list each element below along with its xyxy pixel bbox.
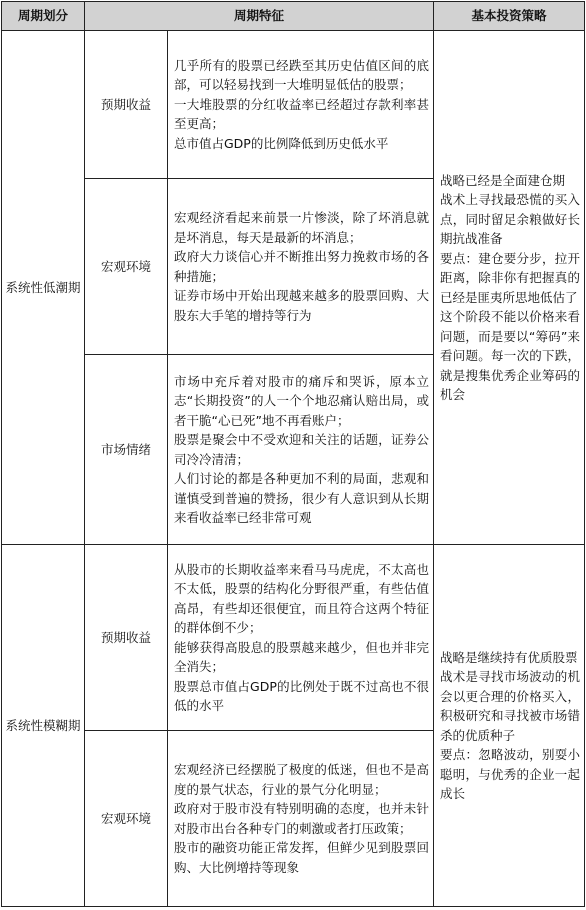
feature-line: 股市的融资功能正常发挥，但鲜少见到股票回购、大比例增持等现象 <box>174 840 430 875</box>
sub-category-cell: 预期收益 <box>85 31 168 179</box>
feature-line: 能够获得高股息的股票越来越少，但也并非完全消失； <box>174 639 430 674</box>
strategy-line: 要点：建仓要分步，拉开距离，除非你有把握真的已经是匪夷所思地低估了 <box>440 250 581 305</box>
sub-category-cell: 宏观环境 <box>85 731 168 907</box>
feature-line: 证券市场中开始出现越来越多的股票回购、大股东大手笔的增持等行为 <box>174 288 430 323</box>
feature-line: 人们讨论的都是各种更加不利的局面，悲观和谨慎受到普遍的赞扬，很少有人意识到从长期来看收益率已经非常可观 <box>174 471 430 525</box>
feature-line: 几乎所有的股票已经跌至其历史估值区间的底部，可以轻易找到一大堆明显低估的股票； <box>174 57 430 93</box>
feature-cell <box>168 31 434 179</box>
sub-category-cell: 市场情绪 <box>85 355 168 545</box>
feature-line: 股票是聚会中不受欢迎和关注的话题，证券公司冷冷清清； <box>174 432 430 467</box>
strategy-line: 这个阶段不能以价格来看问题，而是要以“筹码”来看问题。每一次的下跌，就是搜集优秀企业筹码的机会 <box>440 309 581 402</box>
feature-line: 政府大力谈信心并不断推出努力挽救市场的各种措施； <box>174 249 430 284</box>
feature-cell <box>168 545 434 731</box>
period-cell: 系统性模糊期 <box>2 545 85 907</box>
feature-cell <box>168 355 434 545</box>
sub-category-cell: 宏观环境 <box>85 179 168 355</box>
strategy-line: 战略已经是全面建仓期 <box>440 172 566 188</box>
feature-cell <box>168 179 434 355</box>
feature-line: 政府对于股市没有特别明确的态度，也并未针对股市出台各种专门的刺激或者打压政策； <box>174 801 430 836</box>
strategy-cell <box>434 545 585 907</box>
header-strategy: 基本投资策略 <box>434 2 585 31</box>
header-features: 周期特征 <box>85 2 434 31</box>
table-header-row <box>2 2 585 31</box>
strategy-line: 战术是寻找市场波动的机会以更合理的价格买入，积极研究和寻找被市场错杀的优质种子 <box>440 669 581 743</box>
period-cell: 系统性低潮期 <box>2 31 85 545</box>
feature-line: 总市值占GDP的比例降低到历史低水平 <box>174 135 389 151</box>
investment-cycle-table <box>1 1 585 907</box>
strategy-line: 战术上寻找最恐慌的买入点，同时留足余粮做好长期抗战准备 <box>440 192 581 246</box>
feature-line: 一大堆股票的分红收益率已经超过存款利率甚至更高； <box>174 96 430 132</box>
feature-cell <box>168 731 434 907</box>
feature-line: 宏观经济看起来前景一片惨淡，除了坏消息就是坏消息，每天是最新的坏消息； <box>174 210 430 245</box>
strategy-line: 要点：忽略波动，别耍小聪明，与优秀的企业一起成长 <box>440 747 581 801</box>
strategy-cell <box>434 31 585 545</box>
table-row <box>2 31 585 179</box>
feature-line: 从股市的长期收益率来看马马虎虎，不太高也不太低，股票的结构化分野很严重，有些估值高昂，有些却还很便宜，而且符合这两个特征的群体倒不少； <box>174 561 430 635</box>
feature-line: 宏观经济已经摆脱了极度的低迷，但也不是高度的景气状态，行业的景气分化明显； <box>174 762 430 797</box>
header-period: 周期划分 <box>2 2 85 31</box>
table-row <box>2 545 585 731</box>
sub-category-cell: 预期收益 <box>85 545 168 731</box>
strategy-line: 战略是继续持有优质股票 <box>440 649 578 665</box>
feature-line: 市场中充斥着对股市的痛斥和哭诉，原本立志“长期投资”的人一个个地忍痛认赔出局，或者干脆“心已死”地不再看账户； <box>174 373 430 428</box>
feature-line: 股票总市值占GDP的比例处于既不过高也不很低的水平 <box>174 678 430 713</box>
